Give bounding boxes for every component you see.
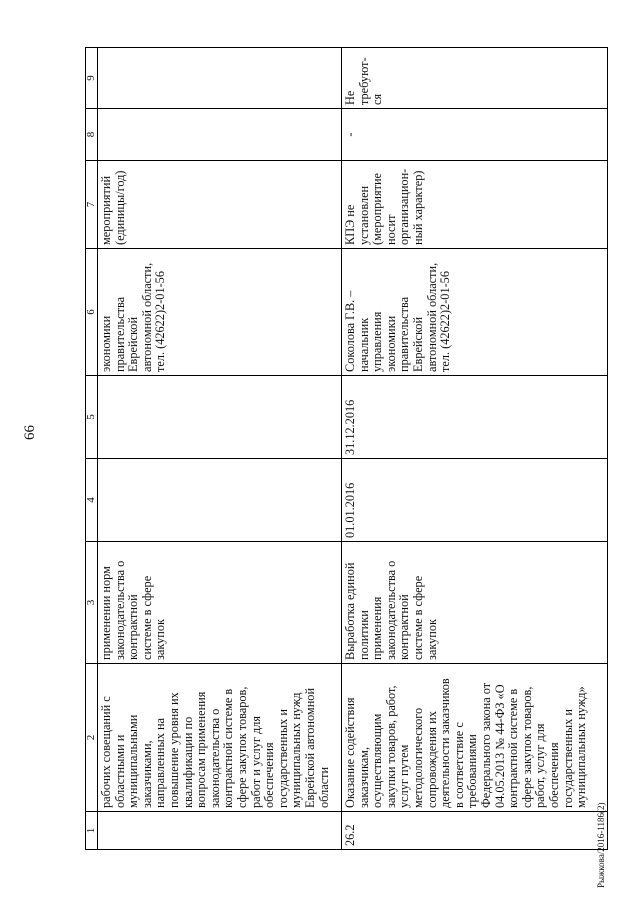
responsible-cell: экономики правительства Еврейской автономной области, тел. (42622)2-01-56: [98, 249, 342, 376]
activities-table: [85, 47, 608, 850]
kpi-cell: мероприятий (единицы/год): [98, 161, 342, 249]
header-cell: 7: [86, 161, 98, 249]
activity-name-cell: рабочих совещаний с областными и муниципальными заказчиками, направленных на повышение уровня их квалификации по вопросам применения законодательства о контрактной системе в сфере закупок товаров, работ и услуг для обеспечения государственных и муниципальных нужд Еврейской автономной области: [98, 664, 342, 812]
rotated-table-container: [85, 48, 608, 850]
header-cell: 5: [86, 376, 98, 459]
header-row: [86, 48, 98, 850]
header-cell: 9: [86, 48, 98, 109]
end-date-cell: [98, 376, 342, 459]
funding-cell: Не требуют- ся: [342, 48, 608, 109]
row-number-cell: 26.2: [342, 812, 608, 850]
kpi-cell: КПЭ не установлен (мероприятие носит организацион- ный характер): [342, 161, 608, 249]
start-date-cell: [98, 459, 342, 542]
header-cell: 4: [86, 459, 98, 542]
header-cell: 2: [86, 664, 98, 812]
table-row: [342, 48, 608, 850]
page-number: 66: [22, 425, 38, 440]
activity-name-cell: Оказание содействия заказчикам, осуществляющим закупки товаров, работ, услуг путем методологического сопровождения их деятельности заказчиков в соответствие с требованиями Федерального закона от 04.05.2013 № 44-ФЗ «О контрактной системе в сфере закупок товаров, работ, услуг для обеспечения государственных и муниципальных нужд»: [342, 664, 608, 812]
expected-result-cell: применении норм законодательства о контрактной системе в сфере закупок: [98, 542, 342, 664]
expected-result-cell: Выработка единой политики применения законодательства о контрактной системе в сфере закупок: [342, 542, 608, 664]
end-date-cell: 31.12.2016: [342, 376, 608, 459]
funding-cell: [98, 48, 342, 109]
col8-cell: [98, 109, 342, 161]
table-row: [98, 48, 342, 850]
footer-code: Рыжкова/2016-1186(2): [596, 802, 606, 888]
header-cell: 1: [86, 812, 98, 850]
col8-cell: -: [342, 109, 608, 161]
start-date-cell: 01.01.2016: [342, 459, 608, 542]
header-cell: 3: [86, 542, 98, 664]
header-cell: 8: [86, 109, 98, 161]
header-cell: 6: [86, 249, 98, 376]
row-number-cell: [98, 812, 342, 850]
responsible-cell: Соколова Г.В. – начальник управления экономики правительства Еврейской автономной области, тел. (42622)2-01-56: [342, 249, 608, 376]
